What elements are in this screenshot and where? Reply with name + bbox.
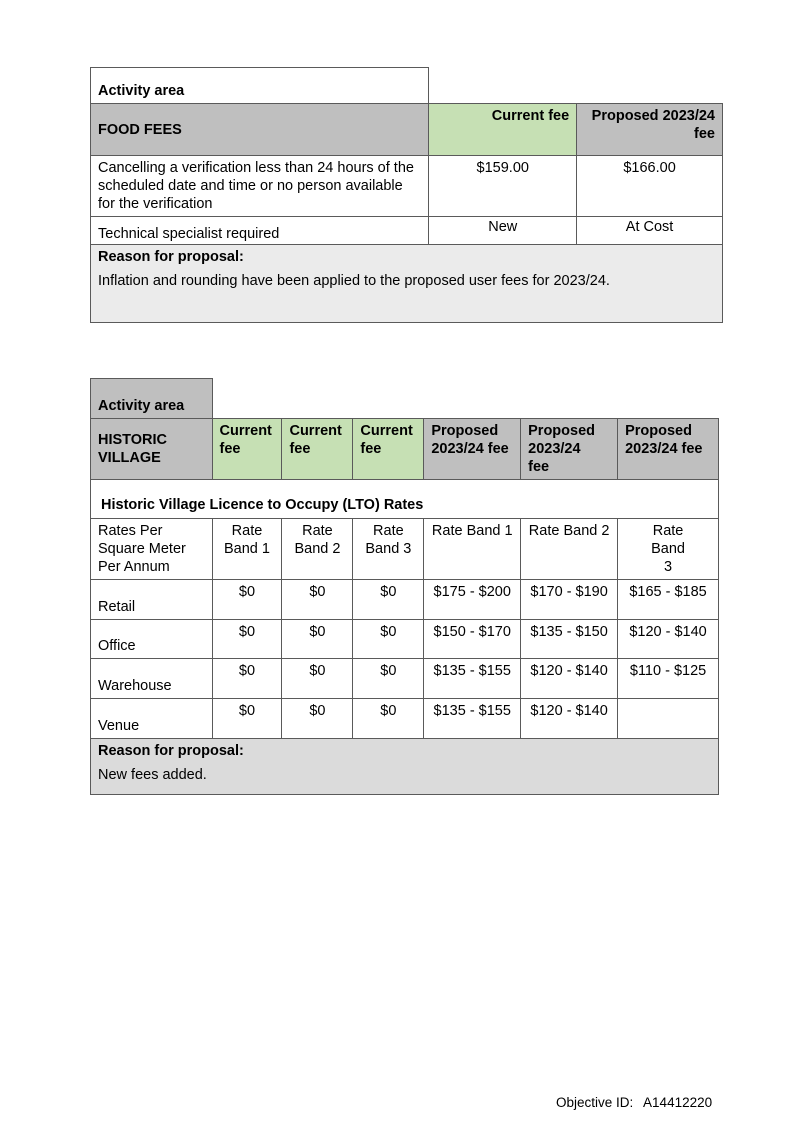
- fee-row-label: Technical specialist required: [91, 217, 429, 245]
- lto-subheading: Historic Village Licence to Occupy (LTO) Rates: [91, 480, 719, 519]
- rate-value: $135 - $150: [521, 620, 618, 659]
- band-row-label: Rates Per Square Meter Per Annum: [91, 519, 213, 580]
- rate-value: $120 - $140: [618, 620, 719, 659]
- band-label: Rate Band 3: [353, 519, 424, 580]
- col-proposed-fee: Proposed 2023/24 fee: [618, 419, 719, 480]
- rate-value: $0: [353, 699, 424, 739]
- fee-row-proposed: At Cost: [577, 217, 723, 245]
- rate-value: $0: [282, 580, 353, 620]
- reason-label: Reason for proposal:: [98, 249, 244, 265]
- rate-value: $0: [282, 659, 353, 699]
- rate-row-label: Retail: [91, 580, 213, 620]
- band-label: Rate Band 3: [618, 519, 719, 580]
- rate-value: $0: [353, 659, 424, 699]
- rate-value: $0: [353, 580, 424, 620]
- historic-village-table: [90, 378, 719, 795]
- objective-id-footer: [556, 1095, 712, 1110]
- reason-cell: [91, 739, 719, 795]
- fee-row-label: Cancelling a verification less than 24 hours of the scheduled date and time or no person available for the verification: [91, 156, 429, 217]
- rate-value: $0: [212, 620, 282, 659]
- rate-value: $110 - $125: [618, 659, 719, 699]
- rate-value: [618, 699, 719, 739]
- section-title: HISTORIC VILLAGE: [91, 419, 213, 480]
- rate-value: $165 - $185: [618, 580, 719, 620]
- col-proposed-fee: Proposed 2023/24 fee: [521, 419, 618, 480]
- rate-value: $150 - $170: [424, 620, 521, 659]
- band-label: Rate Band 1: [424, 519, 521, 580]
- fee-row-proposed: $166.00: [577, 156, 723, 217]
- fee-row-current: $159.00: [429, 156, 577, 217]
- band-label: Rate Band 2: [521, 519, 618, 580]
- food-fees-table: [90, 67, 723, 323]
- band-label: Rate Band 1: [212, 519, 282, 580]
- col-current-fee: Current fee: [353, 419, 424, 480]
- reason-cell: [91, 245, 723, 323]
- rate-value: $135 - $155: [424, 659, 521, 699]
- rate-row-label: Office: [91, 620, 213, 659]
- col-current-fee: Current fee: [212, 419, 282, 480]
- section-title: FOOD FEES: [91, 104, 429, 156]
- activity-area-label: Activity area: [91, 68, 429, 104]
- rate-value: $0: [212, 659, 282, 699]
- rate-value: $0: [282, 699, 353, 739]
- rate-value: $0: [212, 699, 282, 739]
- rate-value: $0: [353, 620, 424, 659]
- objective-label: Objective ID:: [556, 1095, 634, 1110]
- rate-value: $120 - $140: [521, 699, 618, 739]
- rate-value: $135 - $155: [424, 699, 521, 739]
- rate-value: $0: [282, 620, 353, 659]
- col-proposed-fee: Proposed 2023/24 fee: [424, 419, 521, 480]
- rate-row-label: Venue: [91, 699, 213, 739]
- activity-area-label: Activity area: [91, 379, 213, 419]
- col-current-fee: Current fee: [282, 419, 353, 480]
- rate-value: $175 - $200: [424, 580, 521, 620]
- rate-value: $0: [212, 580, 282, 620]
- rate-value: $170 - $190: [521, 580, 618, 620]
- reason-text: Inflation and rounding have been applied to the proposed user fees for 2023/24.: [98, 273, 610, 289]
- reason-label: Reason for proposal:: [98, 743, 244, 759]
- rate-value: $120 - $140: [521, 659, 618, 699]
- reason-text: New fees added.: [98, 767, 207, 783]
- col-proposed-fee: Proposed 2023/24 fee: [577, 104, 723, 156]
- objective-id: A14412220: [643, 1095, 713, 1110]
- rate-row-label: Warehouse: [91, 659, 213, 699]
- fee-row-current: New: [429, 217, 577, 245]
- band-label: Rate Band 2: [282, 519, 353, 580]
- col-current-fee: Current fee: [429, 104, 577, 156]
